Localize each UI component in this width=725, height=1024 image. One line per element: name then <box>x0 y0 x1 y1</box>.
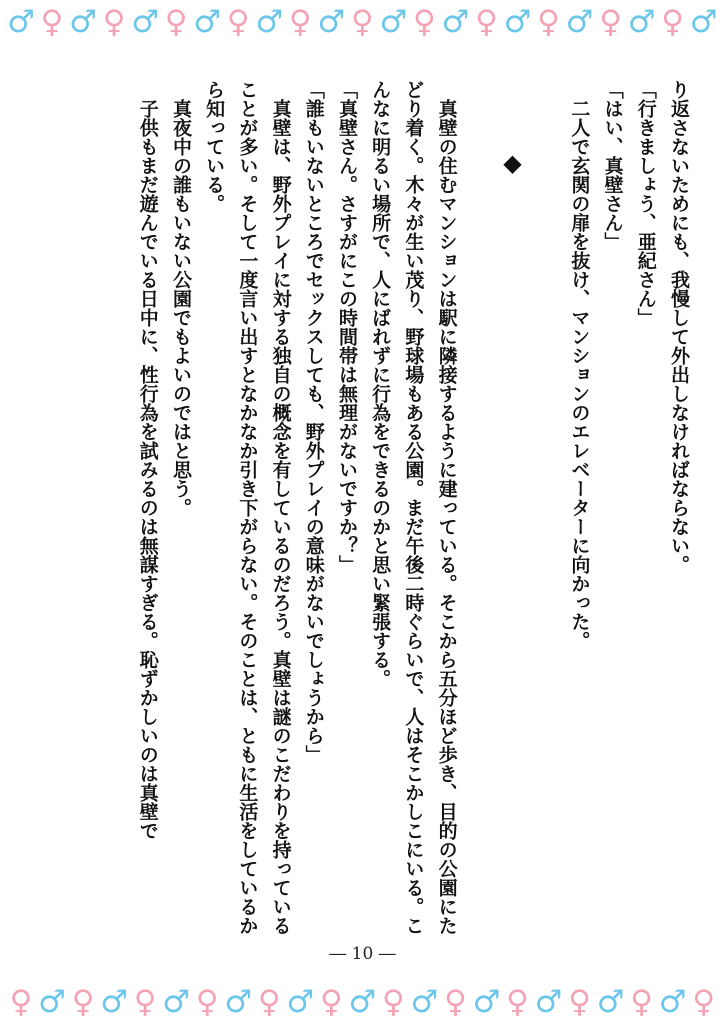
female-symbol-icon: ♀ <box>599 4 622 40</box>
female-symbol-icon: ♀ <box>9 984 33 1020</box>
paragraph: 真壁の住むマンションは駅に隣接するように建っている。そこから五分ほど歩き、目的の公園にたどり着く。木々が生い茂り、野球場もある公園。まだ午後二時ぐらいで、人はそこかしこにいる。こんなに明るい場所で、人にばれずに行為をできるのかと思い緊張する。 <box>369 80 458 935</box>
paragraph: 二人で玄関の扉を抜け、マンションのエレベーターに向かった。 <box>568 99 591 650</box>
male-symbol-icon: ♂ <box>658 984 687 1020</box>
bottom-border <box>6 982 719 1022</box>
paragraph: 「行きましょう、亜紀さん」 <box>634 80 657 327</box>
paragraph: 真夜中の誰もいない公園でもよいのではと思う。 <box>169 99 192 517</box>
paragraph: 子供もまだ遊んでいる日中に、性行為を試みるのは無謀すぎる。恥ずかしいのは真壁で <box>136 99 159 840</box>
page-number: ― 10 ― <box>329 944 396 964</box>
paragraph: 「はい、真壁さん」 <box>601 80 624 251</box>
male-symbol-icon: ♂ <box>534 984 563 1020</box>
male-symbol-icon: ♂ <box>410 984 439 1020</box>
female-symbol-icon: ♀ <box>102 4 126 40</box>
male-symbol-icon: ♂ <box>286 984 315 1020</box>
male-symbol-icon: ♂ <box>131 4 160 40</box>
female-symbol-icon: ♀ <box>692 984 716 1020</box>
female-symbol-icon: ♀ <box>506 984 529 1020</box>
female-symbol-icon: ♀ <box>382 984 405 1020</box>
top-border <box>6 2 719 42</box>
male-symbol-icon: ♂ <box>38 984 66 1020</box>
male-symbol-icon: ♂ <box>224 984 253 1020</box>
female-symbol-icon: ♀ <box>288 4 312 40</box>
paragraph <box>463 80 496 935</box>
male-symbol-icon: ♂ <box>689 4 718 40</box>
male-symbol-icon: ♂ <box>162 984 191 1020</box>
paragraph: 「真壁さん。さすがにこの時間帯は無理がないですか？」 <box>335 80 358 574</box>
paragraph: 真壁は、野外プレイに対する独自の概念を有しているのだろう。真壁は謎のこだわりを持っていることが多い。そして一度言い出すとなかなか引き下がらない。そのことは、ともに生活をしているから知っている。 <box>203 80 292 935</box>
female-symbol-icon: ♀ <box>71 984 95 1020</box>
female-symbol-icon: ♀ <box>226 4 250 40</box>
female-symbol-icon: ♀ <box>164 4 188 40</box>
female-symbol-icon: ♀ <box>475 4 498 40</box>
male-symbol-icon: ♂ <box>596 984 625 1020</box>
male-symbol-icon: ♂ <box>69 4 97 40</box>
female-symbol-icon: ♀ <box>40 4 64 40</box>
male-symbol-icon: ♂ <box>193 4 222 40</box>
female-symbol-icon: ♀ <box>257 984 281 1020</box>
paragraph <box>529 80 562 935</box>
paragraph: 「誰もいないところでセックスしても、野外プレイの意味がないでしょうから」 <box>302 80 325 764</box>
male-symbol-icon: ♂ <box>441 4 470 40</box>
female-symbol-icon: ♀ <box>537 4 560 40</box>
male-symbol-icon: ♂ <box>100 984 128 1020</box>
paragraph: り返さないためにも、我慢して外出しなければならない。 <box>668 80 690 574</box>
male-symbol-icon: ♂ <box>255 4 284 40</box>
female-symbol-icon: ♀ <box>444 984 467 1020</box>
male-symbol-icon: ♂ <box>565 4 594 40</box>
male-symbol-icon: ♂ <box>348 984 377 1020</box>
female-symbol-icon: ♀ <box>661 4 685 40</box>
female-symbol-icon: ♀ <box>630 984 653 1020</box>
female-symbol-icon: ♀ <box>350 4 374 40</box>
male-symbol-icon: ♂ <box>627 4 656 40</box>
female-symbol-icon: ♀ <box>133 984 157 1020</box>
male-symbol-icon: ♂ <box>317 4 346 40</box>
male-symbol-icon: ♂ <box>379 4 408 40</box>
vertical-text-body <box>40 80 695 935</box>
female-symbol-icon: ♀ <box>195 984 219 1020</box>
female-symbol-icon: ♀ <box>319 984 343 1020</box>
section-break-diamond: ◆ <box>497 148 527 177</box>
male-symbol-icon: ♂ <box>472 984 501 1020</box>
male-symbol-icon: ♂ <box>7 4 35 40</box>
female-symbol-icon: ♀ <box>568 984 591 1020</box>
female-symbol-icon: ♀ <box>413 4 436 40</box>
male-symbol-icon: ♂ <box>503 4 532 40</box>
